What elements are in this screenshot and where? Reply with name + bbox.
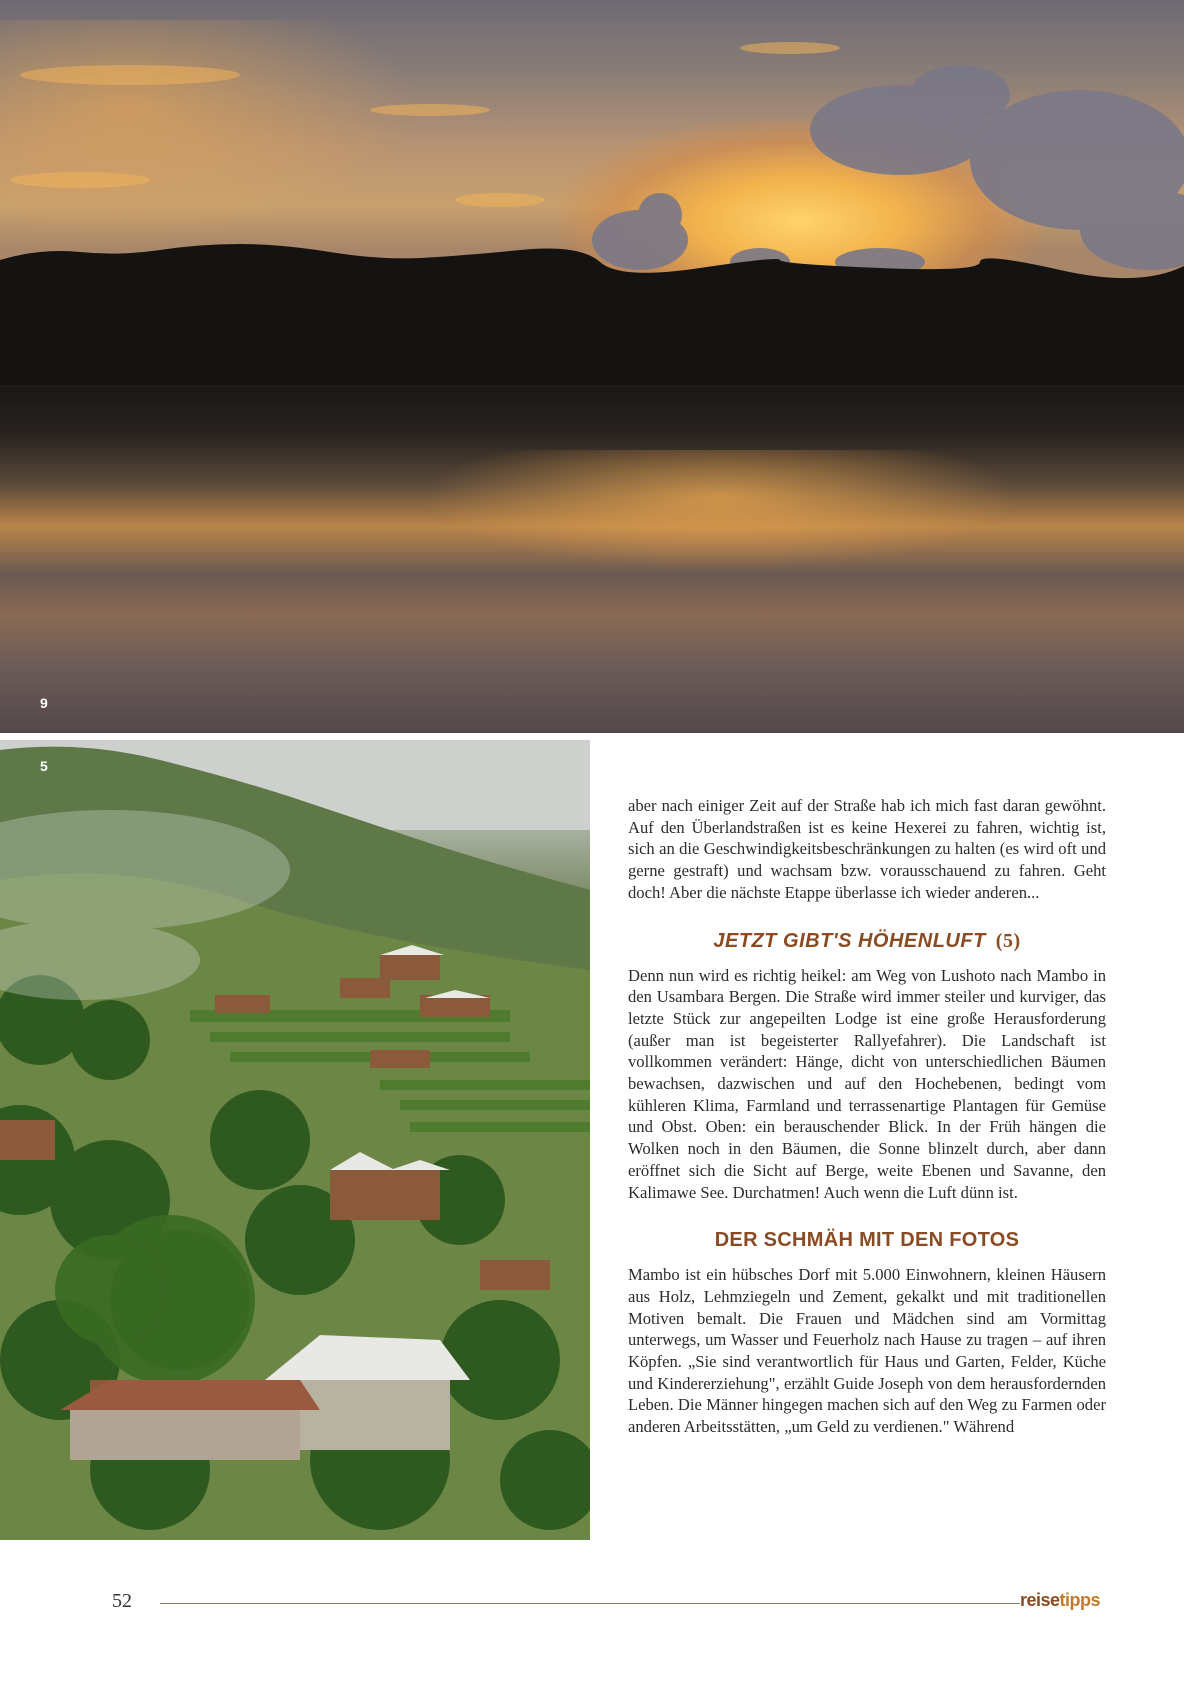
heading-hoehenluft-text: JETZT GIBT'S HÖHENLUFT: [713, 929, 986, 952]
intro-paragraph: aber nach einiger Zeit auf der Straße hab ich mich fast daran gewöhnt. Auf den Überlandstraßen ist es keine Hexerei zu fahren, wichtig ist, sich an die Geschwindigkeitsbeschränkungen zu halten (es wird oft und gerne gestraft) und wachsam bzw. vorausschauend zu fahren. Geht doch! Aber die nächste Etappe überlasse ich wieder anderen...: [628, 796, 1106, 902]
village-hillside-photo: [0, 740, 590, 1540]
paragraph-hoehenluft: Denn nun wird es richtig heikel: am Weg von Lushoto nach Mambo in den Usambara Bergen. Die Straße wird immer steiler und kurviger, das letzte Stück zur angepeilten Lodge ist eine große Herausforderung (außer man ist begeisterter Rallyefahrer). Die Landschaft ist vollkommen verändert: Hänge, dicht von unterschiedlichen Bäumen bewachsen, dazwischen und auf den Hochebenen, bedingt vom kühleren Klima, Farmland und terrassenartige Plantagen für Gemüse und Obst. Oben: ein berauschender Blick. In der Früh hängen die Wolken noch in den Bäumen, die Sonne blinzelt durch, aber dann eröffnet sich die Sicht auf Berge, weite Ebenen und Savanne, den Kalimawe See. Durchatmen! Auch wenn die Luft dünn ist.: [628, 965, 1106, 1202]
photo-number-top: 9: [40, 695, 48, 711]
footer-divider: [160, 1603, 1020, 1604]
photo-number-village: 5: [40, 758, 48, 774]
article-column: [628, 795, 1106, 1438]
brand-logo: [1020, 1590, 1100, 1611]
section-heading-fotos: DER SCHMÄH MIT DEN FOTOS: [714, 1229, 1020, 1252]
page-number: 52: [112, 1590, 132, 1612]
water-reflection: [420, 450, 1020, 570]
sunset-lake-photo: [0, 0, 1184, 733]
paragraph-fotos: Mambo ist ein hübsches Dorf mit 5.000 Einwohnern, kleinen Häusern aus Holz, Lehmziegeln und Zement, gekalkt und mit traditionellen Motiven bemalt. Die Frauen und Mädchen sind am Vormittag unterwegs, um Wasser und Feuerholz nach Hause zu tragen – auf ihren Köpfen. „Sie sind verantwortlich für Haus und Garten, Felder, Küche und Kindererziehung", erzählt Guide Joseph von dem herausfordernden Leben. Die Männer hingegen machen sich auf den Weg zu Farmen oder anderen Arbeitsstätten, „um Geld zu verdienen." Während: [628, 1265, 1106, 1437]
section-heading-hoehenluft: [628, 930, 1106, 953]
heading-photo-ref: (5): [995, 929, 1021, 952]
village-scene: [0, 740, 590, 1540]
brand-reise: reise: [1020, 1590, 1060, 1610]
brand-tipps: tipps: [1059, 1590, 1101, 1610]
